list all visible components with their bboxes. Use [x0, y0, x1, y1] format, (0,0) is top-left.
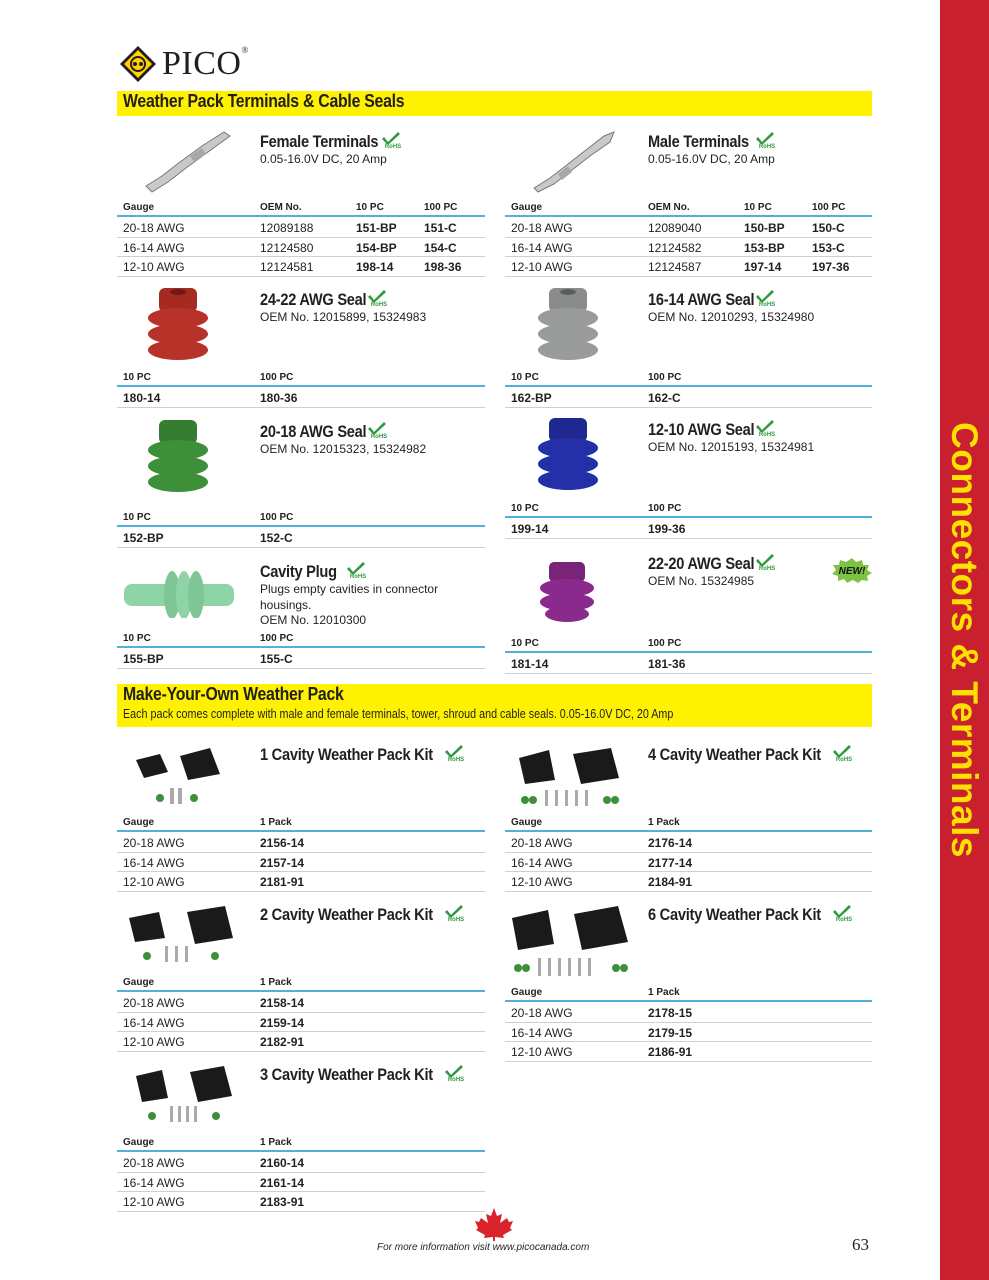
- header-cell: Gauge: [511, 202, 543, 213]
- section-title-myo: Make-Your-Own Weather Pack: [123, 684, 344, 704]
- header-cell: 1 Pack: [260, 1137, 292, 1148]
- plug-desc-line: OEM No. 12010300: [260, 613, 367, 627]
- part-number: 162-C: [648, 391, 681, 405]
- table-cell: 12-10 AWG: [123, 875, 185, 889]
- table-row: [117, 853, 485, 873]
- table-cell: 12124582: [648, 240, 702, 255]
- table-row: [117, 1013, 485, 1033]
- table-cell: 16-14 AWG: [511, 1025, 573, 1040]
- table-row: [117, 1192, 485, 1212]
- part-number: 180-14: [123, 391, 161, 405]
- seal-blue-image: [535, 418, 601, 496]
- table-cell: 12124581: [260, 260, 314, 274]
- seal1614-desc-line: OEM No. 12010293, 15324980: [648, 310, 815, 324]
- table-cell: 12-10 AWG: [123, 1035, 185, 1049]
- table-cell: 20-18 AWG: [123, 221, 185, 235]
- new-badge: [831, 557, 873, 583]
- table-row: [117, 833, 485, 853]
- table-cell: 20-18 AWG: [511, 1006, 573, 1020]
- kit3-image: [132, 1064, 242, 1126]
- pico-logo: [118, 42, 249, 86]
- header-cell: OEM No.: [648, 202, 690, 213]
- header-cell: Gauge: [123, 817, 155, 828]
- rohs-label: RoHS: [758, 432, 775, 437]
- part-number: 2177-14: [648, 855, 693, 870]
- part-number: 198-36: [424, 260, 462, 274]
- rohs-check-icon: [444, 744, 466, 762]
- male-terminal-image: [524, 126, 619, 194]
- kit1-table-header: [117, 819, 485, 832]
- table-cell: 16-14 AWG: [123, 1175, 185, 1190]
- header-cell: 10 PC: [123, 372, 151, 383]
- part-number: 181-14: [511, 657, 549, 671]
- pico-diamond-icon: [118, 44, 158, 84]
- female-table-header: [117, 204, 485, 217]
- rohs-label: RoHS: [370, 302, 387, 307]
- table-row: [505, 1042, 872, 1062]
- table-row: [505, 1023, 872, 1043]
- kit3-table-header: [117, 1139, 485, 1152]
- part-number: 152-BP: [123, 531, 164, 545]
- part-number: 153-C: [812, 240, 845, 255]
- rohs-label: RoHS: [448, 917, 465, 922]
- seal2018-title: 20-18 AWG Seal: [260, 422, 367, 441]
- table-cell: 20-18 AWG: [123, 1156, 185, 1170]
- header-cell: 10 PC: [511, 503, 539, 514]
- table-cell: 12-10 AWG: [511, 260, 573, 274]
- footer-text: For more information visit www.picocanada.com: [377, 1242, 590, 1253]
- table-row: [117, 238, 485, 258]
- header-cell: 1 Pack: [260, 977, 292, 988]
- kit1-title: 1 Cavity Weather Pack Kit: [260, 745, 433, 764]
- table-row: [117, 993, 485, 1013]
- table-cell: 16-14 AWG: [123, 1015, 185, 1030]
- female-title: Female Terminals: [260, 132, 379, 151]
- part-number: 2181-91: [260, 875, 305, 889]
- female-rohs-badge: [381, 131, 403, 149]
- page-number: 63: [852, 1235, 869, 1254]
- section-title-weather: Weather Pack Terminals & Cable Seals: [123, 91, 405, 111]
- table-cell: 20-18 AWG: [123, 996, 185, 1010]
- table-row: [117, 388, 485, 408]
- rohs-label: RoHS: [758, 566, 775, 571]
- female-terminal-image: [140, 126, 235, 194]
- part-number: 2184-91: [648, 875, 693, 889]
- part-number: 2182-91: [260, 1035, 305, 1049]
- table-row: [505, 519, 872, 539]
- rohs-check-icon: [755, 289, 777, 307]
- rohs-label: RoHS: [349, 574, 366, 579]
- seal2018-rohs-badge: [367, 421, 389, 439]
- header-cell: 10 PC: [123, 633, 151, 644]
- rohs-check-icon: [755, 419, 777, 437]
- plug-rohs-badge: [346, 561, 368, 579]
- part-number: 155-BP: [123, 652, 164, 666]
- section-band-weather: [117, 91, 872, 116]
- rohs-check-icon: [381, 131, 403, 149]
- table-cell: 16-14 AWG: [511, 855, 573, 870]
- seal1210-desc-line: OEM No. 12015193, 15324981: [648, 440, 815, 454]
- part-number: 151-BP: [356, 221, 397, 235]
- kit2-table-header: [117, 979, 485, 992]
- header-cell: 1 Pack: [648, 817, 680, 828]
- part-number: 2158-14: [260, 996, 305, 1010]
- header-cell: 100 PC: [648, 372, 682, 383]
- plug-table-header: [117, 635, 485, 648]
- seal2220-rohs-badge: [755, 553, 777, 571]
- part-number: 2186-91: [648, 1045, 693, 1059]
- kit2-rohs-badge: [444, 904, 466, 922]
- table-row: [505, 1003, 872, 1023]
- kit2-image: [125, 904, 240, 966]
- table-row: [505, 257, 872, 277]
- rohs-label: RoHS: [370, 434, 387, 439]
- table-cell: 16-14 AWG: [123, 240, 185, 255]
- part-number: 154-C: [424, 240, 457, 255]
- table-cell: 16-14 AWG: [123, 855, 185, 870]
- rohs-check-icon: [832, 904, 854, 922]
- table-cell: 12124587: [648, 260, 702, 274]
- header-cell: 100 PC: [260, 512, 294, 523]
- seal1614-title: 16-14 AWG Seal: [648, 290, 755, 309]
- rohs-check-icon: [755, 131, 777, 149]
- part-number: 2176-14: [648, 836, 693, 850]
- header-cell: 100 PC: [812, 202, 846, 213]
- plug-desc-line: Plugs empty cavities in connector: [260, 582, 439, 596]
- table-row: [117, 1153, 485, 1173]
- sidebar-label: Connectors & Terminals: [944, 422, 985, 858]
- rohs-label: RoHS: [758, 302, 775, 307]
- header-cell: Gauge: [123, 1137, 155, 1148]
- rohs-label: RoHS: [448, 757, 465, 762]
- seal-red-image: [145, 288, 211, 366]
- new-badge-label: NEW!: [838, 566, 866, 577]
- part-number: 2159-14: [260, 1015, 305, 1030]
- part-number: 2156-14: [260, 836, 305, 850]
- part-number: 199-36: [648, 522, 686, 536]
- rohs-label: RoHS: [758, 144, 775, 149]
- seal2220-table-header: [505, 640, 872, 653]
- maple-leaf-icon: [474, 1207, 514, 1241]
- part-number: 150-C: [812, 221, 845, 235]
- rohs-label: RoHS: [836, 757, 853, 762]
- male-table-header: [505, 204, 872, 217]
- section-band-myo: [117, 684, 872, 727]
- table-cell: 12124580: [260, 240, 314, 255]
- kit6-rohs-badge: [832, 904, 854, 922]
- kit6-title: 6 Cavity Weather Pack Kit: [648, 905, 821, 924]
- seal2422-rohs-badge: [367, 289, 389, 307]
- kit2-title: 2 Cavity Weather Pack Kit: [260, 905, 433, 924]
- rohs-check-icon: [444, 904, 466, 922]
- table-cell: 20-18 AWG: [511, 221, 573, 235]
- header-cell: 10 PC: [511, 638, 539, 649]
- table-cell: 20-18 AWG: [511, 836, 573, 850]
- table-row: [505, 218, 872, 238]
- table-row: [505, 853, 872, 873]
- part-number: 2161-14: [260, 1175, 305, 1190]
- part-number: 2157-14: [260, 855, 305, 870]
- part-number: 151-C: [424, 221, 457, 235]
- header-cell: 10 PC: [744, 202, 772, 213]
- seal-gray-image: [535, 288, 601, 366]
- seal2422-table-header: [117, 374, 485, 387]
- kit4-table-header: [505, 819, 872, 832]
- rohs-check-icon: [346, 561, 368, 579]
- part-number: 155-C: [260, 652, 293, 666]
- seal-purple-image: [537, 562, 597, 626]
- rohs-label: RoHS: [384, 144, 401, 149]
- kit4-rohs-badge: [832, 744, 854, 762]
- header-cell: 10 PC: [511, 372, 539, 383]
- part-number: 197-14: [744, 260, 782, 274]
- kit3-rohs-badge: [444, 1064, 466, 1082]
- seal2018-table-header: [117, 514, 485, 527]
- table-row: [117, 1173, 485, 1193]
- table-row: [117, 872, 485, 892]
- part-number: 150-BP: [744, 221, 785, 235]
- part-number: 2160-14: [260, 1156, 305, 1170]
- rohs-check-icon: [755, 553, 777, 571]
- kit4-image: [515, 744, 630, 810]
- seal2220-title: 22-20 AWG Seal: [648, 554, 755, 573]
- kit4-title: 4 Cavity Weather Pack Kit: [648, 745, 821, 764]
- header-cell: 10 PC: [123, 512, 151, 523]
- cavity-plug-image: [120, 562, 240, 618]
- seal2422-desc-line: OEM No. 12015899, 15324983: [260, 310, 427, 324]
- table-row: [505, 388, 872, 408]
- header-cell: 1 Pack: [648, 987, 680, 998]
- header-cell: 100 PC: [260, 633, 294, 644]
- rohs-check-icon: [367, 289, 389, 307]
- male-rohs-badge: [755, 131, 777, 149]
- table-cell: 20-18 AWG: [123, 836, 185, 850]
- header-cell: 100 PC: [260, 372, 294, 383]
- part-number: 153-BP: [744, 240, 785, 255]
- header-cell: OEM No.: [260, 202, 302, 213]
- section-subtitle-myo: Each pack comes complete with male and female terminals, tower, shroud and cable seals. 0.05-16.0V DC, 20 Amp: [123, 707, 674, 721]
- kit1-rohs-badge: [444, 744, 466, 762]
- kit3-title: 3 Cavity Weather Pack Kit: [260, 1065, 433, 1084]
- header-cell: 100 PC: [648, 638, 682, 649]
- part-number: 2179-15: [648, 1025, 693, 1040]
- part-number: 154-BP: [356, 240, 397, 255]
- seal1210-title: 12-10 AWG Seal: [648, 420, 755, 439]
- kit6-image: [508, 904, 636, 978]
- rohs-label: RoHS: [836, 917, 853, 922]
- part-number: 180-36: [260, 391, 298, 405]
- table-row: [505, 238, 872, 258]
- seal2422-title: 24-22 AWG Seal: [260, 290, 367, 309]
- header-cell: Gauge: [123, 202, 155, 213]
- table-row: [117, 649, 485, 669]
- part-number: 199-14: [511, 522, 549, 536]
- header-cell: 100 PC: [424, 202, 458, 213]
- seal1614-table-header: [505, 374, 872, 387]
- part-number: 181-36: [648, 657, 686, 671]
- plug-title: Cavity Plug: [260, 562, 337, 581]
- kit6-table-header: [505, 989, 872, 1002]
- table-row: [505, 872, 872, 892]
- part-number: 2183-91: [260, 1195, 305, 1209]
- part-number: 152-C: [260, 531, 293, 545]
- female-desc-line: 0.05-16.0V DC, 20 Amp: [260, 152, 387, 166]
- table-row: [505, 654, 872, 674]
- seal1210-table-header: [505, 505, 872, 518]
- table-row: [117, 1032, 485, 1052]
- table-row: [117, 218, 485, 238]
- table-cell: 12-10 AWG: [511, 1045, 573, 1059]
- seal-green-image: [145, 420, 211, 498]
- male-desc-line: 0.05-16.0V DC, 20 Amp: [648, 152, 775, 166]
- male-title: Male Terminals: [648, 132, 749, 151]
- part-number: 197-36: [812, 260, 850, 274]
- kit1-image: [130, 744, 240, 808]
- brand-reg: ®: [241, 45, 249, 55]
- seal2220-desc-line: OEM No. 15324985: [648, 574, 755, 588]
- header-cell: 100 PC: [648, 503, 682, 514]
- rohs-check-icon: [832, 744, 854, 762]
- rohs-check-icon: [367, 421, 389, 439]
- table-cell: 12-10 AWG: [511, 875, 573, 889]
- table-row: [117, 528, 485, 548]
- rohs-check-icon: [444, 1064, 466, 1082]
- table-row: [117, 257, 485, 277]
- seal1614-rohs-badge: [755, 289, 777, 307]
- part-number: 162-BP: [511, 391, 552, 405]
- table-cell: 12089040: [648, 221, 702, 235]
- header-cell: 1 Pack: [260, 817, 292, 828]
- plug-desc-line: housings.: [260, 597, 312, 612]
- table-cell: 16-14 AWG: [511, 240, 573, 255]
- header-cell: Gauge: [511, 817, 543, 828]
- table-row: [505, 833, 872, 853]
- header-cell: Gauge: [511, 987, 543, 998]
- header-cell: 10 PC: [356, 202, 384, 213]
- part-number: 2178-15: [648, 1006, 693, 1020]
- seal2018-desc-line: OEM No. 12015323, 15324982: [260, 442, 427, 456]
- part-number: 198-14: [356, 260, 394, 274]
- brand-name: PICO: [162, 45, 242, 82]
- table-cell: 12-10 AWG: [123, 260, 185, 274]
- seal1210-rohs-badge: [755, 419, 777, 437]
- header-cell: Gauge: [123, 977, 155, 988]
- table-cell: 12089188: [260, 221, 314, 235]
- rohs-label: RoHS: [448, 1077, 465, 1082]
- table-cell: 12-10 AWG: [123, 1195, 185, 1209]
